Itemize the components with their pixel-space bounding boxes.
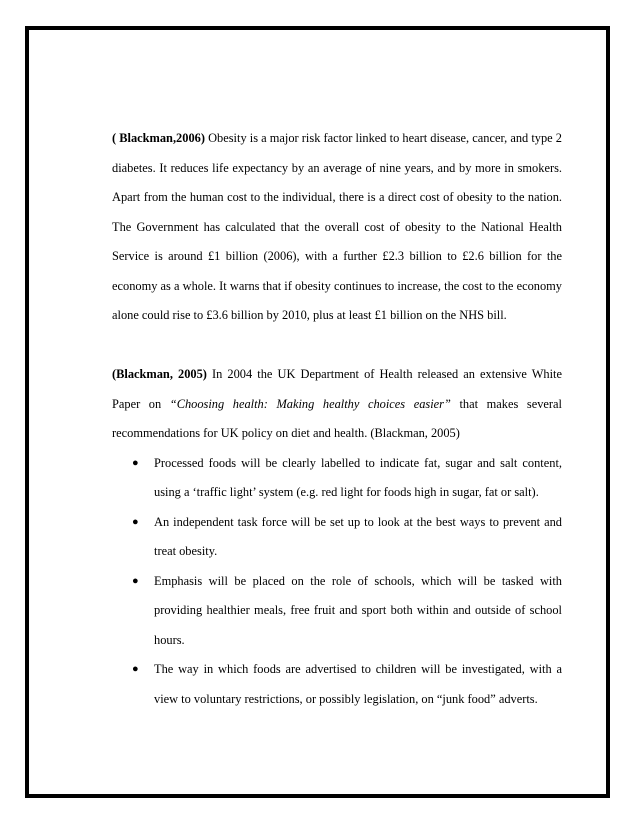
- list-item: [112, 449, 562, 508]
- document-body: [112, 124, 562, 714]
- white-paper-title: “Choosing health: Making healthy choices easier”: [169, 396, 451, 411]
- recommendations-list: [112, 449, 562, 715]
- bullet-icon: ●: [132, 456, 139, 469]
- bullet-icon: ●: [132, 574, 139, 587]
- paragraph-obesity-cost: [112, 124, 562, 331]
- list-item: [112, 567, 562, 656]
- list-item-text: An independent task force will be set up to look at the best ways to prevent and treat obesity.: [154, 514, 562, 558]
- paragraph-text: Obesity is a major risk factor linked to heart disease, cancer, and type 2 diabetes. It reduces life expectancy by an average of nine years, and by more in smokers. Apart from the human cost to the individual, there is a direct cost of obesity to the nation. The Government has calculated that the overall cost of obesity to the National Health Service is around £1 billion (2006), with a further £2.3 billion to £2.6 billion for the economy as a whole. It warns that if obesity continues to increase, the cost to the economy alone could rise to £3.6 billion by 2010, plus at least £1 billion on the NHS bill.: [112, 131, 562, 322]
- bullet-icon: ●: [132, 515, 139, 528]
- list-item-text: Processed foods will be clearly labelled to indicate fat, sugar and salt content, using a ‘traffic light’ system (e.g. red light for foods high in sugar, fat or salt).: [154, 455, 562, 499]
- list-item: [112, 508, 562, 567]
- citation-blackman-2006: ( Blackman,2006): [112, 131, 205, 145]
- list-item-text: Emphasis will be placed on the role of schools, which will be tasked with providing healthier meals, free fruit and sport both within and outside of school hours.: [154, 573, 562, 647]
- paragraph-text-before: In 2004 the UK Department of Health released an extensive White Paper on: [112, 367, 562, 411]
- paragraph-white-paper: [112, 360, 562, 449]
- list-item-text: The way in which foods are advertised to children will be investigated, with a view to voluntary restrictions, or possibly legislation, on “junk food” adverts.: [154, 662, 562, 706]
- paragraph-text-after: that makes several recommendations for UK policy on diet and health. (Blackman, 2005): [112, 396, 562, 440]
- list-item: [112, 655, 562, 714]
- bullet-icon: ●: [132, 663, 139, 675]
- citation-blackman-2005: (Blackman, 2005): [112, 367, 207, 381]
